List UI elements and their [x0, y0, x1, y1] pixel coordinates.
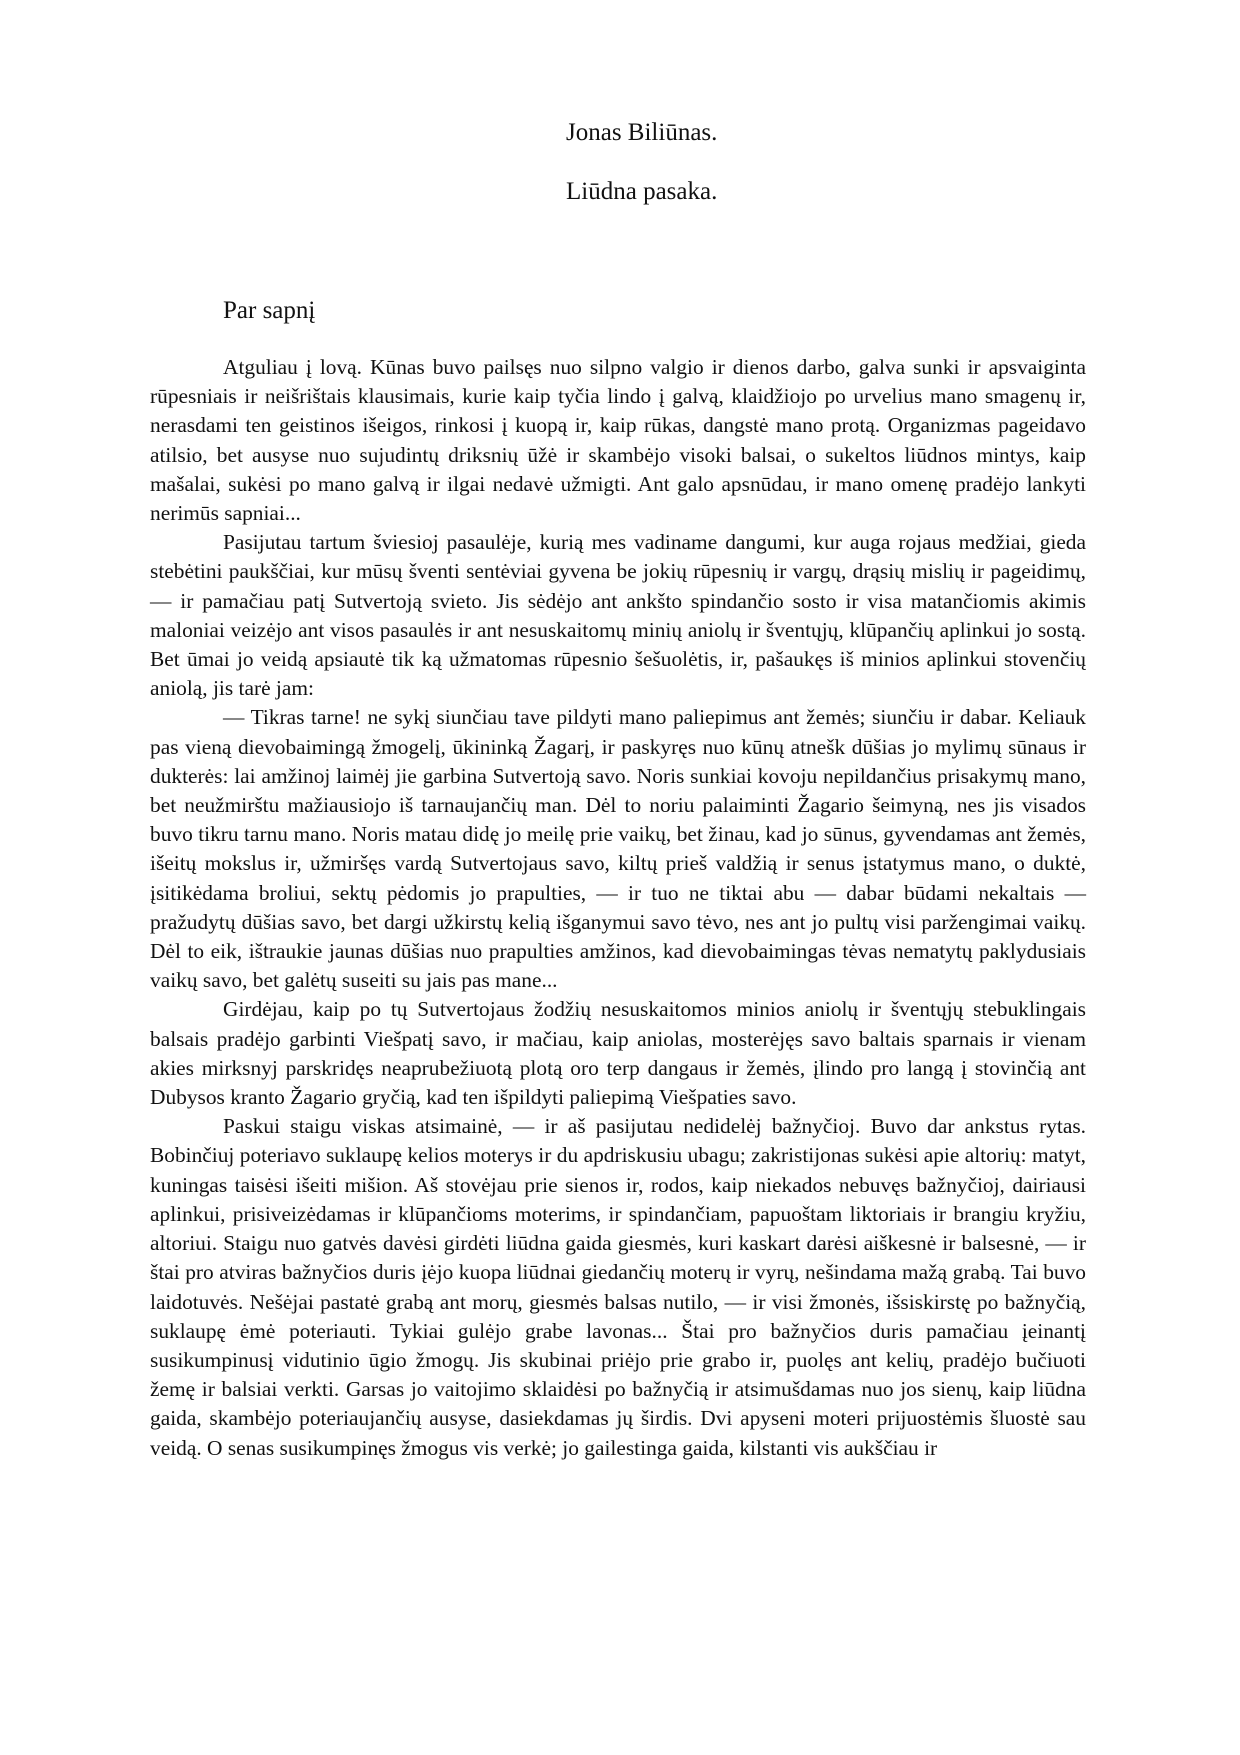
- paragraph: — Tikras tarne! ne sykį siunčiau tave pildyti mano paliepimus ant žemės; siunčiu ir dabar. Keliauk pas vieną dievobaimingą žmogelį, ūkininką Žagarį, ir paskyręs nuo kūnų atnešk dūšias jo mylimų sūnaus ir dukterės: lai amžinoj laimėj jie garbina Sutvertoją savo. Noris sunkiai kovoju nepildančius prisakymų mano, bet neužmirštu mažiausiojo iš tarnaujančių man. Dėl to noriu palaiminti Žagario šeimyną, nes jis visados buvo tikru tarnu mano. Noris matau didę jo meilę prie vaikų, bet žinau, kad jo sūnus, gyvendamas ant žemės, išeitų mokslus ir, užmiršęs vardą Sutvertojaus savo, kiltų prieš valdžią ir senus įstatymus mano, o duktė, įsitikėdama broliui, sektų pėdomis jo prapulties, — ir tuo ne tiktai abu — dabar būdami nekaltais — pražudytų dūšias savo, bet dargi užkirstų kelią išganymui savo tėvo, nes ant jo pultų visi paržengimai vaikų. Dėl to eik, ištraukie jaunas dūšias nuo prapulties amžinos, kad dievobaimingas tėvas nematytų paklydusiais vaikų savo, bet galėtų suseiti su jais pas mane...: [150, 705, 1086, 993]
- section-heading: Par sapnį: [223, 297, 316, 324]
- document-title: Liūdna pasaka.: [566, 178, 718, 205]
- paragraph: Girdėjau, kaip po tų Sutvertojaus žodžių nesuskaitomos minios aniolų ir šventųjų stebuklingais balsais pradėjo garbinti Viešpatį savo, ir mačiau, kaip aniolas, mosterėjęs savo baltais sparnais ir vienam akies mirksnyj parskridęs neaprubežiuotą plotą oro terp dangaus ir žemės, įlindo pro langą į stovinčią ant Dubysos kranto Žagario gryčią, kad ten išpildyti paliepimą Viešpaties savo.: [150, 997, 1086, 1110]
- paragraph: Paskui staigu viskas atsimainė, — ir aš pasijutau nedidelėj bažnyčioj. Buvo dar ankstus rytas. Bobinčiuj poteriavo suklaupę kelios moterys ir du apdriskusiu ubagu; zakristijonas sukėsi apie altorių: matyt, kuningas taisėsi išeiti mišion. Aš stovėjau prie sienos ir, rodos, kaip niekados nebuvęs bažnyčioj, dairiausi aplinkui, prisiveizėdamas ir klūpančioms moterims, ir spindančiam, papuoštam liktoriais ir brangiu kryžiu, altoriui. Staigu nuo gatvės davėsi girdėti liūdna gaida giesmės, kuri kaskart darėsi aiškesnė ir balsesnė, — ir štai pro atviras bažnyčios duris įėjo kuopa liūdnai giedančių moterų ir vyrų, nešindama mažą grabą. Tai buvo laidotuvės. Nešėjai pastatė grabą ant morų, giesmės balsas nutilo, — ir visi žmonės, išsiskirstę po bažnyčią, suklaupę ėmė poteriauti. Tykiai gulėjo grabe lavonas... Štai pro bažnyčios duris pamačiau įeinantį susikumpinusį vidutinio ūgio žmogų. Jis skubinai priėjo prie grabo ir, puolęs ant kelių, pradėjo bučiuoti žemę ir balsiai verkti. Garsas jo vaitojimo sklaidėsi po bažnyčią ir atsimušdamas nuo jos sienų, kaip liūdna gaida, skambėjo poteriaujančių ausyse, dasiekdamas jų širdis. Dvi apyseni moteri prijuostėmis šluostė sau veidą. O senas susikumpinęs žmogus vis verkė; jo gailestinga gaida, kilstanti vis aukščiau ir: [150, 1114, 1086, 1460]
- paragraph: Atguliau į lovą. Kūnas buvo pailsęs nuo silpno valgio ir dienos darbo, galva sunki ir apsvaiginta rūpesniais ir neišrištais klausimais, kurie kaip tyčia lindo į galvą, klaidžiojo po urvelius mano smagenų ir, nerasdami ten geistinos išeigos, rinkosi į kuopą ir, kaip rūkas, dangstė mano protą. Organizmas pageidavo atilsio, bet ausyse nuo sujudintų driksnių ūžė ir skambėjo visoki balsai, o sukeltos liūdnos mintys, kaip mašalai, sukėsi po mano galvą ir ilgai nedavė užmigti. Ant galo apsnūdau, ir mano omenę pradėjo lankyti nerimūs sapniai...: [150, 355, 1086, 526]
- author-name: Jonas Biliūnas.: [566, 119, 718, 146]
- body-text: [150, 353, 1086, 1463]
- paragraph: Pasijutau tartum šviesioj pasaulėje, kurią mes vadiname dangumi, kur auga rojaus medžiai, gieda stebėtini paukščiai, kur mūsų šventi sentėviai gyvena be jokių rūpesnių ir vargų, drąsių mislių ir pageidimų, — ir pamačiau patį Sutvertoją svieto. Jis sėdėjo ant ankšto spindančio sosto ir visa matančiomis akimis maloniai veizėjo ant visos pasaulės ir ant nesuskaitomų minių aniolų ir šventųjų, klūpančių aplinkui jo sostą. Bet ūmai jo veidą apsiautė tik ką užmatomas rūpesnio šešuolėtis, ir, pašaukęs iš minios aplinkui stovenčių aniolą, jis tarė jam:: [150, 530, 1086, 701]
